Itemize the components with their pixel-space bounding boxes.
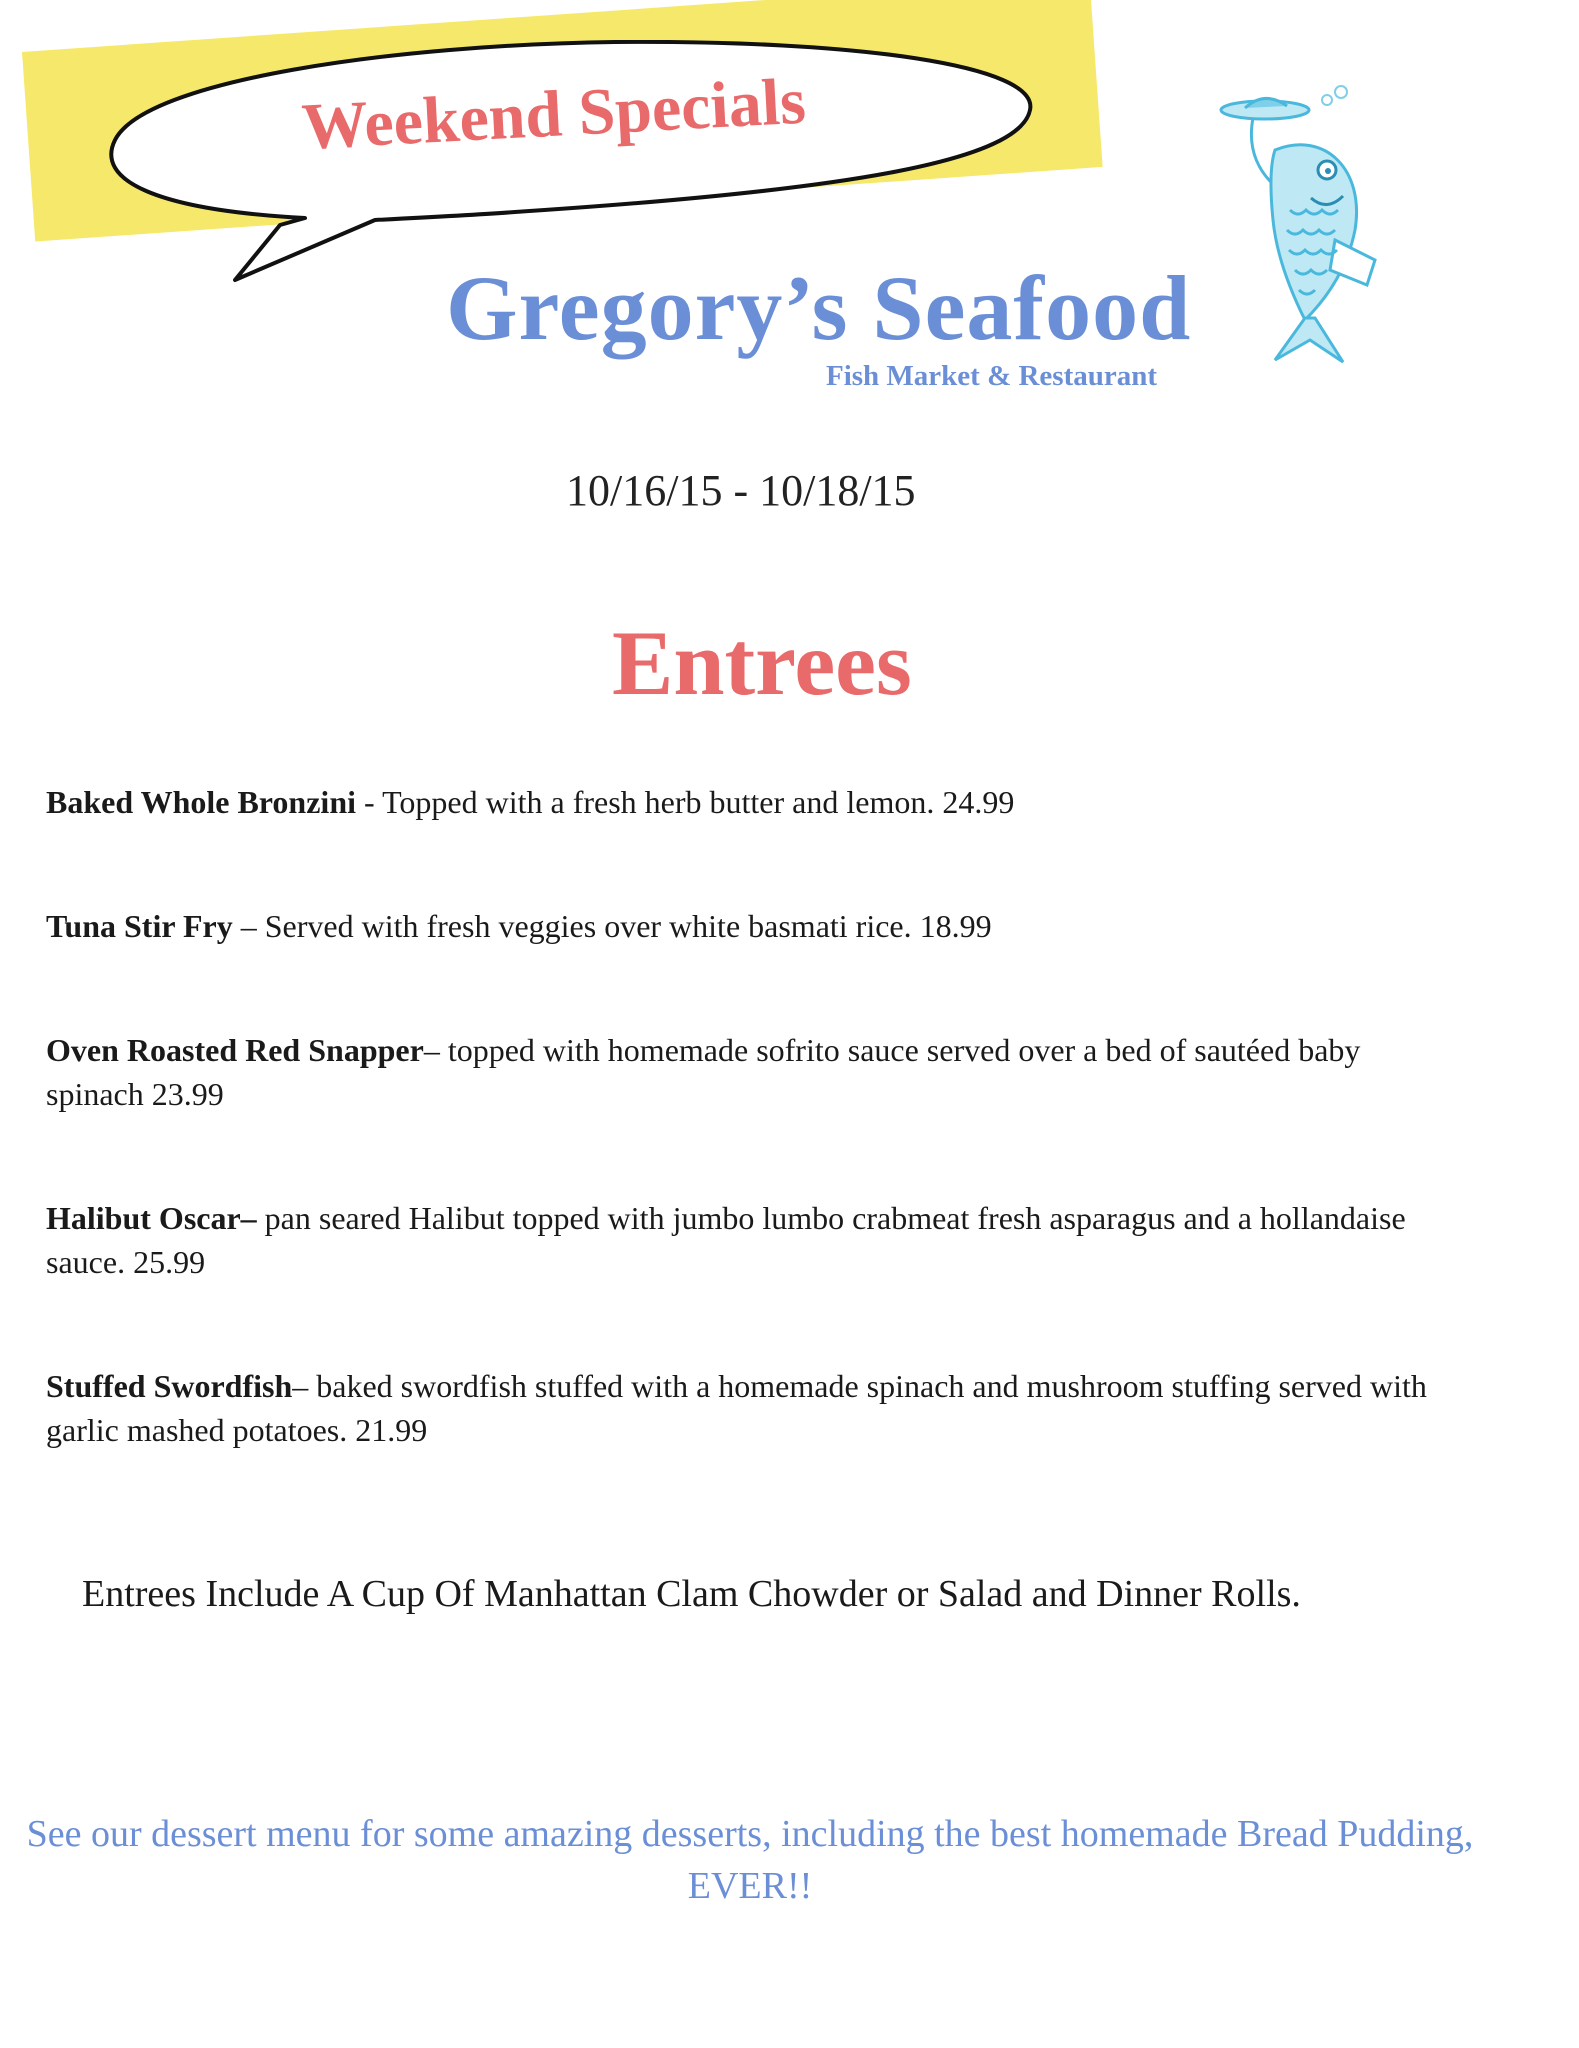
menu-item-name: Halibut Oscar– <box>46 1200 257 1236</box>
menu-item <box>46 1364 1466 1452</box>
menu-item-name: Tuna Stir Fry <box>46 908 233 944</box>
menu-item <box>46 904 1466 948</box>
dessert-note: See our dessert menu for some amazing desserts, including the best homemade Bread Pudding, EVER!! <box>26 1813 1474 1907</box>
menu-item-name: Oven Roasted Red Snapper <box>46 1032 424 1068</box>
menu-item <box>46 1196 1466 1284</box>
restaurant-name: Gregory’s Seafood <box>446 257 1192 359</box>
menu-item-description: – Served with fresh veggies over white basmati rice. 18.99 <box>232 908 992 944</box>
menu-item-name: Stuffed Swordfish <box>46 1368 293 1404</box>
menu-item-description: – baked swordfish stuffed with a homemade spinach and mushroom stuffing served with garlic mashed potatoes. 21.99 <box>46 1368 1427 1448</box>
menu-item <box>46 1028 1466 1116</box>
includes-note: Entrees Include A Cup Of Manhattan Clam Chowder or Salad and Dinner Rolls. <box>82 1573 1301 1615</box>
date-range: 10/16/15 - 10/18/15 <box>566 466 916 515</box>
section-heading: Entrees <box>612 612 912 714</box>
menu-item-description: - Topped with a fresh herb butter and lemon. 24.99 <box>356 784 1015 820</box>
restaurant-subtitle: Fish Market & Restaurant <box>826 360 1158 392</box>
menu-item-description: pan seared Halibut topped with jumbo lumbo crabmeat fresh asparagus and a hollandaise sauce. 25.99 <box>46 1200 1406 1280</box>
menu-items-list <box>46 780 1466 1532</box>
menu-item-name: Baked Whole Bronzini <box>46 784 356 820</box>
menu-item <box>46 780 1466 824</box>
waiter-fish-icon <box>1215 70 1395 370</box>
menu-item-description: – topped with homemade sofrito sauce served over a bed of sautéed baby spinach 23.99 <box>46 1032 1361 1112</box>
banner-title: Weekend Specials <box>300 64 808 164</box>
